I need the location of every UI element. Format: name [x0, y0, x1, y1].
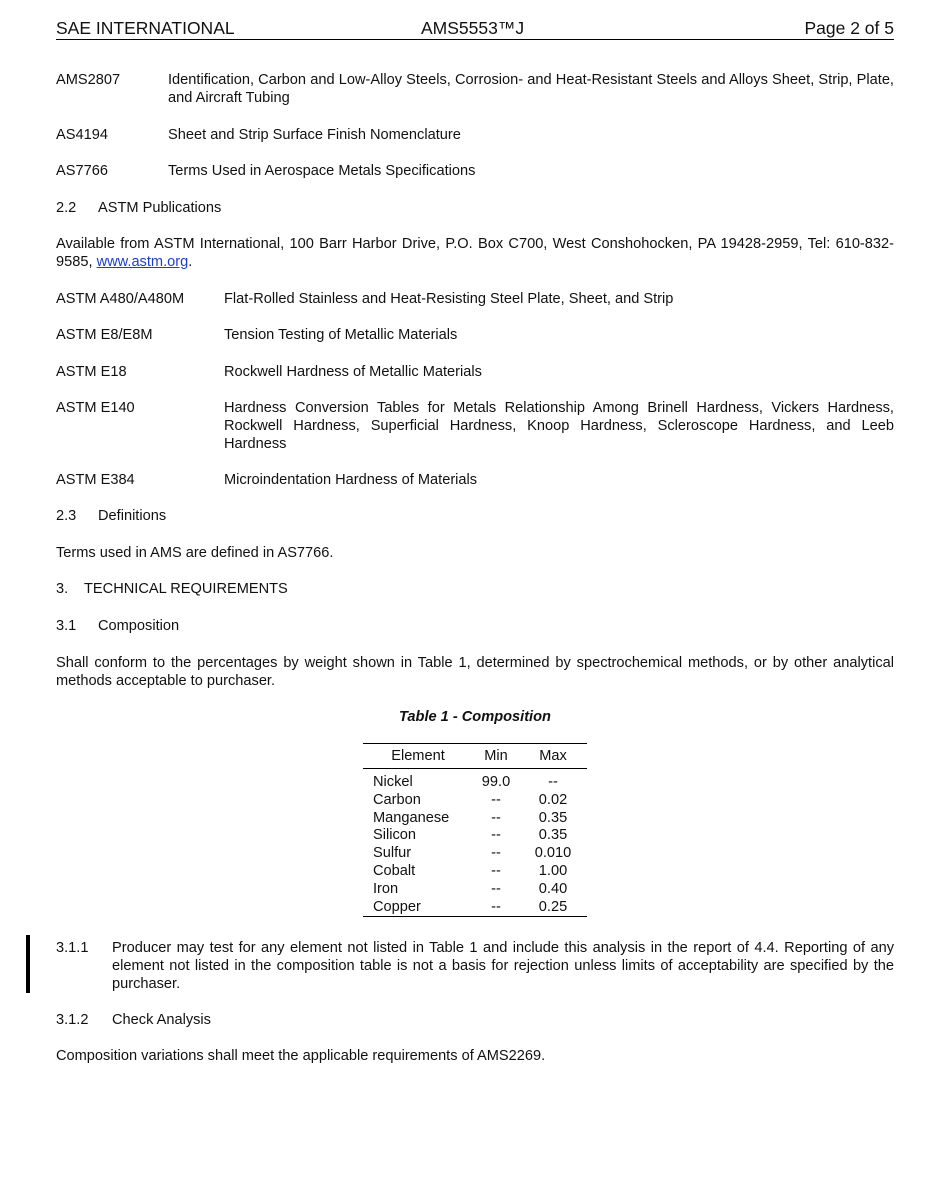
header-org: SAE INTERNATIONAL — [56, 18, 235, 38]
min-cell: -- — [491, 845, 501, 862]
header-cell: Element — [363, 744, 473, 769]
subsection-heading — [56, 1011, 894, 1029]
paragraph: Shall conform to the percentages by weight shown in Table 1, determined by spectrochemical methods, or by other analytical methods acceptable to purchaser. — [56, 655, 894, 689]
element-cell: Manganese — [373, 809, 450, 826]
element-cell: Copper — [363, 899, 473, 917]
element-cell: Iron — [373, 880, 399, 897]
table-header-row — [363, 744, 587, 769]
reference-code: AMS2807 — [56, 72, 121, 88]
revision-change-bar — [26, 935, 30, 993]
min-cell: -- — [491, 827, 501, 844]
section-number: 2.2 — [56, 200, 77, 216]
element-cell: Carbon — [373, 791, 421, 808]
table-row — [363, 881, 587, 899]
max-cell: -- — [548, 774, 558, 790]
table-row — [363, 810, 587, 828]
reference-entry — [56, 126, 894, 144]
subsection-text: Producer may test for any element not listed in Table 1 and include this analysis in the report of 4.4. Reporting of any element not listed in the composition table is not a basis for rejection unless limits of acceptability are specified by the purchaser. — [112, 940, 894, 992]
section-title: Check Analysis — [112, 1012, 211, 1028]
reference-entry — [56, 471, 894, 489]
table-row — [363, 845, 587, 863]
min-cell: -- — [491, 880, 501, 897]
max-cell: 0.35 — [538, 809, 568, 826]
header-cell: Max — [519, 744, 587, 769]
composition-table — [363, 743, 587, 917]
max-cell: 0.010 — [534, 845, 572, 862]
section-title: Composition — [98, 618, 180, 634]
max-cell: 0.40 — [538, 880, 568, 897]
section-number: 3.1 — [56, 618, 77, 634]
header-doc-number: AMS5553™J — [421, 18, 525, 38]
reference-code: ASTM E384 — [56, 472, 135, 488]
page-header — [56, 18, 894, 40]
min-cell: 99.0 — [481, 774, 511, 790]
min-cell: -- — [491, 809, 501, 826]
document-page — [56, 0, 894, 1202]
min-cell: -- — [491, 862, 501, 879]
section-heading — [56, 199, 221, 217]
paragraph-end: . — [188, 254, 193, 270]
astm-website-link[interactable]: www.astm.org — [96, 254, 189, 270]
reference-title: Rockwell Hardness of Metallic Materials — [224, 364, 482, 380]
reference-code: AS7766 — [56, 163, 108, 179]
reference-entry — [56, 290, 894, 308]
reference-title: Hardness Conversion Tables for Metals Relationship Among Brinell Hardness, Vickers Hardness, Rockwell Hardness, Superficial Hardness, Knoop Hardness, Scleroscope Hardness, and Leeb Hardness — [224, 400, 894, 452]
max-cell: 0.35 — [538, 827, 568, 844]
min-cell: -- — [491, 791, 501, 808]
section-number: 3.1.1 — [56, 940, 89, 956]
reference-title: Flat-Rolled Stainless and Heat-Resisting Steel Plate, Sheet, and Strip — [224, 291, 674, 307]
element-cell: Sulfur — [373, 845, 412, 862]
max-cell: 0.25 — [519, 899, 587, 917]
paragraph: Composition variations shall meet the applicable requirements of AMS2269. — [56, 1048, 546, 1064]
element-cell: Cobalt — [373, 862, 416, 879]
reference-title: Identification, Carbon and Low-Alloy Steels, Corrosion- and Heat-Resistant Steels and Alloys Sheet, Strip, Plate, and Aircraft Tubing — [168, 72, 894, 106]
section-title: Definitions — [98, 508, 167, 524]
reference-code: ASTM E18 — [56, 364, 127, 380]
reference-title: Sheet and Strip Surface Finish Nomenclature — [168, 127, 461, 143]
reference-code: ASTM A480/A480M — [56, 291, 185, 307]
element-cell: Silicon — [373, 827, 416, 844]
reference-title: Microindentation Hardness of Materials — [224, 472, 478, 488]
reference-title: Terms Used in Aerospace Metals Specifications — [168, 163, 476, 179]
section-title: ASTM Publications — [98, 200, 222, 216]
section-number: 3.1.2 — [56, 1012, 89, 1028]
section-heading — [56, 507, 166, 525]
reference-entry — [56, 326, 894, 344]
section-heading — [56, 617, 179, 635]
table-row — [363, 827, 587, 845]
section-number: 3. — [56, 581, 69, 597]
table-row — [363, 792, 587, 810]
element-cell: Nickel — [373, 774, 413, 790]
paragraph: Terms used in AMS are defined in AS7766. — [56, 545, 334, 561]
max-cell: 0.02 — [538, 791, 568, 808]
section-number: 2.3 — [56, 508, 77, 524]
paragraph-text: Available from ASTM International, 100 Barr Harbor Drive, P.O. Box C700, West Conshohocken, PA 19428-2959, Tel: 610-832-9585, — [56, 236, 894, 270]
table-row — [363, 863, 587, 881]
reference-code: AS4194 — [56, 127, 108, 143]
reference-entry — [56, 162, 894, 180]
table-row — [363, 769, 587, 792]
table-caption: Table 1 - Composition — [399, 709, 551, 725]
reference-code: ASTM E8/E8M — [56, 327, 153, 343]
reference-entry — [56, 71, 894, 107]
reference-code: ASTM E140 — [56, 400, 135, 416]
subsection — [56, 939, 894, 993]
reference-entry — [56, 399, 894, 453]
max-cell: 1.00 — [538, 862, 568, 879]
section-heading — [56, 580, 288, 598]
header-cell: Min — [473, 744, 519, 769]
paragraph — [56, 235, 894, 271]
header-page-number: Page 2 of 5 — [804, 18, 894, 38]
reference-title: Tension Testing of Metallic Materials — [224, 327, 458, 343]
section-title: TECHNICAL REQUIREMENTS — [84, 581, 288, 597]
reference-entry — [56, 363, 894, 381]
table-row — [363, 899, 587, 917]
min-cell: -- — [473, 899, 519, 917]
